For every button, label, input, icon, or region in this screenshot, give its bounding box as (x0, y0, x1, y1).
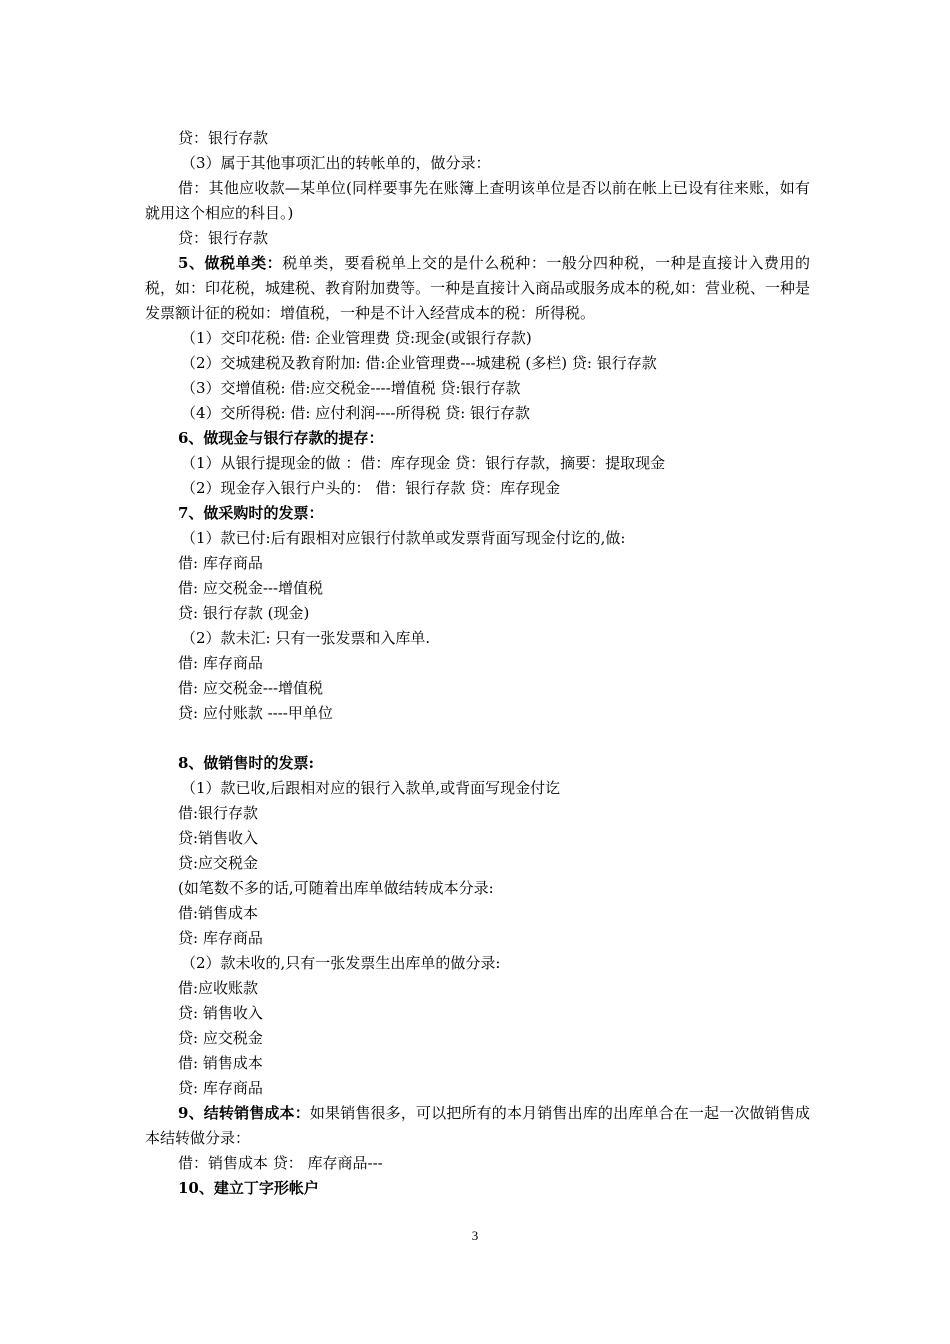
text-line: （2）款未收的,只有一张发票生出库单的做分录: (181, 954, 501, 972)
section-9-text: 如果销售很多，可以把所有的本月销售出库的出库单合在一起一次做销售成本结转做分录： (145, 1104, 810, 1147)
text-line: 贷：银行存款 (178, 129, 269, 147)
text-line: 借: 库存商品 (178, 654, 263, 672)
text-line: 借: 应交税金---增值税 (178, 579, 324, 597)
section-6-heading: 6、做现金与银行存款的提存： (178, 429, 384, 447)
text-line: 贷: 销售收入 (178, 1004, 263, 1022)
text-line: （1）从银行提现金的做 ：借：库存现金 贷：银行存款，摘要：提取现金 (181, 454, 666, 472)
page-number: 3 (471, 1228, 479, 1243)
text-line: （1）款已收,后跟相对应的银行入款单,或背面写现金付讫 (181, 779, 561, 797)
text-line: 贷: 应付账款 ----甲单位 (178, 704, 333, 722)
blank-line (145, 726, 810, 751)
section-5-heading: 5、做税单类： (178, 254, 283, 272)
text-line: 借:应收账款 (178, 979, 259, 997)
document-body (145, 126, 810, 1201)
text-line: （2）交城建税及教育附加: 借:企业管理费---城建税 (多栏) 贷: 银行存款 (181, 354, 657, 372)
text-line: 借:销售成本 (178, 904, 259, 922)
text-line: 贷：银行存款 (178, 229, 269, 247)
section-9-paragraph (145, 1101, 810, 1151)
section-9-heading: 9、结转销售成本： (178, 1104, 310, 1122)
text-line: （4）交所得税: 借: 应付利润----所得税 贷: 银行存款 (181, 404, 531, 422)
section-5-paragraph (145, 251, 810, 326)
text-line: （3）属于其他事项汇出的转帐单的，做分录： (181, 154, 491, 172)
text-line: （2）款未汇: 只有一张发票和入库单. (181, 629, 431, 647)
section-7-heading: 7、做采购时的发票： (178, 504, 324, 522)
section-10-heading: 10、建立丁字形帐户 (178, 1179, 319, 1197)
text-line: 借: 销售成本 (178, 1054, 263, 1072)
text-line: 借: 库存商品 (178, 554, 263, 572)
text-line: 贷:应交税金 (178, 854, 259, 872)
text-paragraph: 借：其他应收款—某单位(同样要事先在账簿上查明该单位是否以前在帐上已设有往来账，如有就用这个相应的科目。) (145, 179, 810, 222)
text-line: 借: 应交税金---增值税 (178, 679, 324, 697)
text-line: 贷: 库存商品 (178, 1079, 263, 1097)
text-line: （2）现金存入银行户头的： 借：银行存款 贷：库存现金 (181, 479, 561, 497)
text-line: 借：销售成本 贷： 库存商品--- (178, 1154, 383, 1172)
text-line: 贷:销售收入 (178, 829, 259, 847)
text-line: （1）款已付:后有跟相对应银行付款单或发票背面写现金付讫的,做: (181, 529, 626, 547)
text-line: 贷: 银行存款 (现金) (178, 604, 310, 622)
text-line: (如笔数不多的话,可随着出库单做结转成本分录: (178, 879, 494, 897)
text-line: （1）交印花税: 借: 企业管理费 贷:现金(或银行存款) (181, 329, 532, 347)
text-line: 借:银行存款 (178, 804, 259, 822)
section-5-text: 税单类，要看税单上交的是什么税种：一般分四种税，一种是直接计入费用的税，如：印花税，城建税、教育附加费等。一种是直接计入商品或服务成本的税,如：营业税、一种是发票额计征的税如：增值税，一种是不计入经营成本的税：所得税。 (145, 254, 810, 322)
text-line: （3）交增值税: 借:应交税金----增值税 贷:银行存款 (181, 379, 521, 397)
section-8-heading: 8、做销售时的发票: (178, 754, 314, 772)
text-line: 贷: 应交税金 (178, 1029, 263, 1047)
text-line: 贷: 库存商品 (178, 929, 263, 947)
